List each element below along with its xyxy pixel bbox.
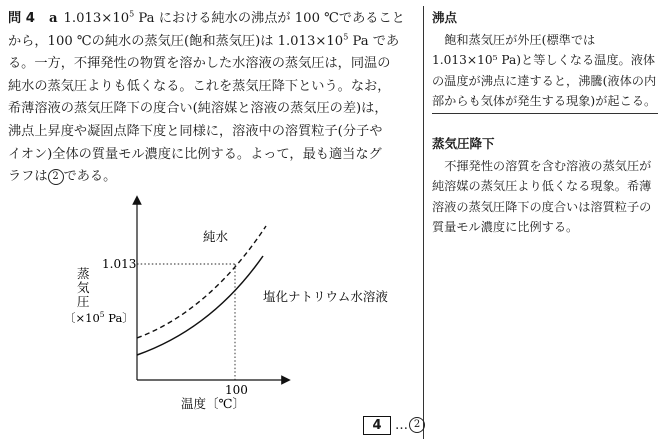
solution-label: 塩化ナトリウム水溶液 (263, 289, 388, 304)
term-boiling-point: 沸点 (432, 10, 458, 25)
definition-boiling-point: 飽和蒸気圧が外圧(標準では 1.013×10⁵ Pa)と等しくなる温度。液体の温度が沸点に達すると，沸騰(液体の内部からも気体が発生する現象)が起こる。 (432, 33, 657, 108)
vapor-pressure-graph (0, 188, 420, 438)
pure-water-label: 純水 (203, 229, 229, 244)
answer-dots: … (395, 417, 407, 433)
question-line-2 (8, 31, 418, 54)
y-label-char-1: 蒸 (77, 266, 90, 281)
superscript: 5 (129, 9, 135, 19)
x-tick-label: 100 (225, 383, 248, 397)
text-segment: ラフは (8, 169, 48, 185)
question-line-6: 沸点上昇度や凝固点降下度と同様に，溶液中の溶質粒子(分子や (8, 123, 383, 139)
question-line-1 (8, 8, 418, 31)
question-number: 問 4 (8, 11, 35, 26)
question-line-3: る。一方，不揮発性の物質を溶かした水溶液の蒸気圧は，同温の (8, 56, 391, 72)
text-segment: 1.013×10 (63, 11, 130, 26)
question-line-5: 希薄溶液の蒸気圧降下の度合い(純溶媒と溶液の蒸気圧の差)は， (8, 101, 388, 117)
y-label-char-2: 気 (77, 280, 90, 295)
y-label-char-3: 圧 (77, 294, 90, 309)
answer-symbol: 2 (48, 169, 64, 185)
sidebar-notes (432, 8, 658, 234)
y-unit-label: 〔$\times 10^5$ Pa〕 (64, 310, 134, 325)
definition-vapor-pressure-lowering: 不揮発性の溶質を含む溶液の蒸気圧が純溶媒の蒸気圧より低くなる現象。希薄溶液の蒸気圧降下の度合いは溶質粒子の質量モル濃度に比例する。 (432, 159, 652, 234)
sidebar-divider (432, 113, 658, 114)
text-segment: Pa における純水の沸点が 100 ℃であること (134, 11, 405, 26)
y-tick-label: 1.013 (102, 257, 137, 271)
column-divider (423, 6, 424, 439)
solution-curve (137, 256, 263, 355)
x-axis-label: 温度〔℃〕 (181, 396, 245, 411)
text-segment: から，100 ℃の純水の蒸気圧(飽和蒸気圧)は 1.013×10 (8, 33, 344, 49)
note-block-2 (432, 134, 658, 237)
answer-row (363, 414, 425, 436)
question-line-7: イオン)全体の質量モル濃度に比例する。よって，最も適当なグ (8, 146, 382, 162)
answer-box: 4 (363, 416, 391, 435)
term-vapor-pressure-lowering: 蒸気圧降下 (432, 136, 495, 151)
text-segment: である。 (63, 169, 117, 185)
question-text (8, 8, 418, 189)
question-line-4: 純水の蒸気圧よりも低くなる。これを蒸気圧降下という。なお， (8, 78, 391, 94)
answer-choice: 2 (409, 417, 425, 433)
question-line-8 (8, 166, 418, 189)
question-part: a (48, 11, 58, 26)
text-segment: Pa であ (348, 33, 400, 49)
superscript: 5 (343, 32, 349, 42)
